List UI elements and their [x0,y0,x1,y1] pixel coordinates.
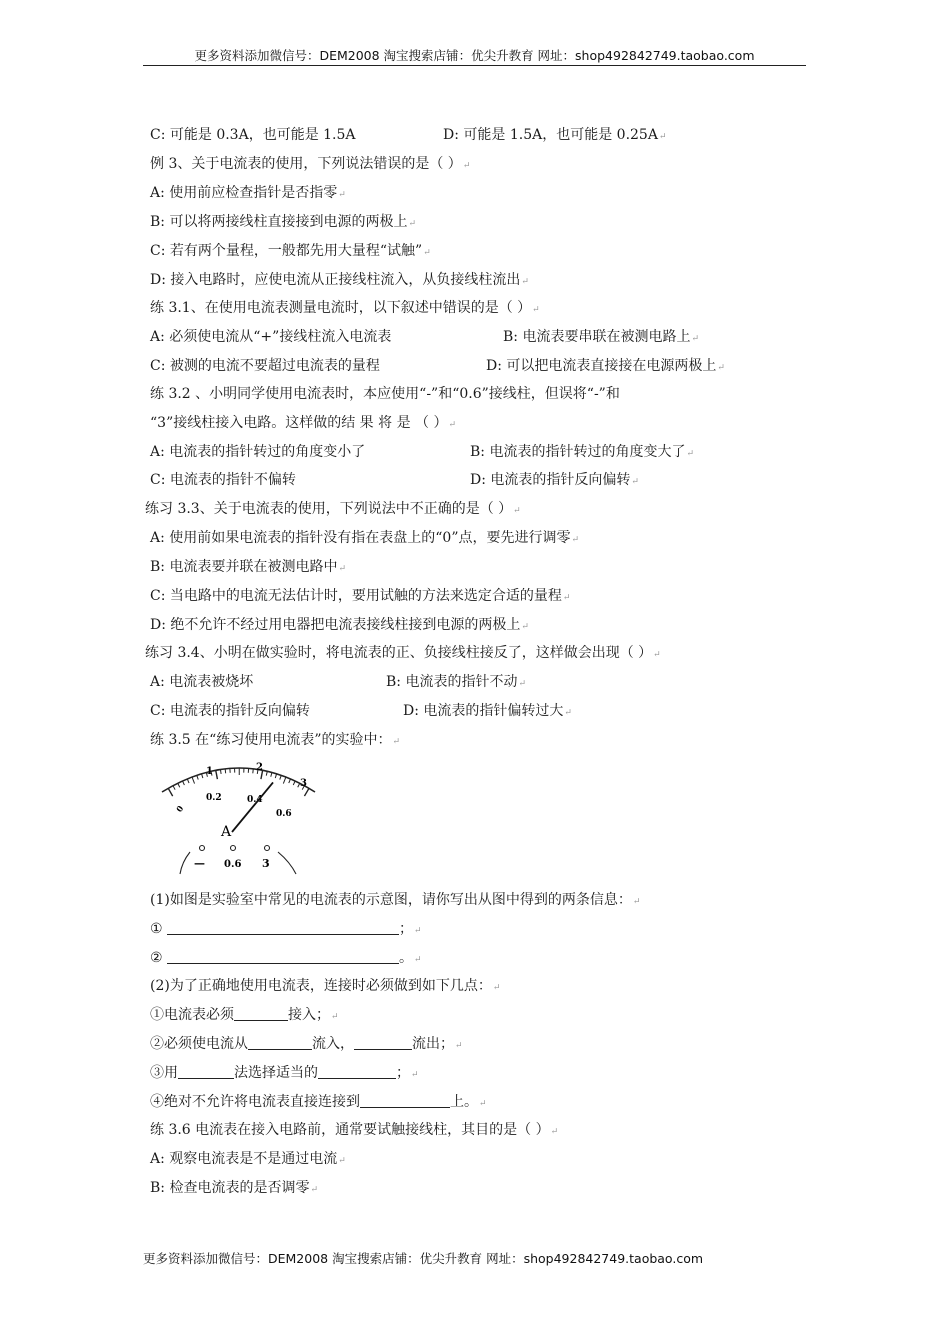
p32-option-d: D: 电流表的指针反向偏转↵ [470,472,639,488]
meter-tick [253,769,254,773]
scale-top-label-2: 2 [256,762,263,773]
terminal-3-icon [265,846,270,851]
ex3-option-b: B: 可以将两接线柱直接接到电源的两极上↵ [150,214,417,230]
p35-q2-item-2: ②必须使电流从 流入， 流出；↵ [150,1036,463,1052]
terminal-negative-label: — [194,857,205,870]
return-mark: ↵ [532,305,540,315]
p32-option-c: C: 电流表的指针不偏转 [150,472,296,488]
return-mark: ↵ [492,983,501,993]
p32-option-b: B: 电流表的指针转过的角度变大了↵ [470,444,695,460]
p31-option-a: A: 必须使电流从“+”接线柱流入电流表 [150,329,392,345]
return-mark: ↵ [331,1012,339,1022]
meter-tick [225,769,226,773]
return-mark: ↵ [691,334,700,344]
p34-option-b: B: 电流表的指针不动↵ [386,674,527,690]
p36-stem: 练 3.6 电流表在接入电路前，通常要试触接线柱，其目的是（ ）↵ [150,1122,559,1138]
meter-tick [280,775,281,779]
p35-stem: 练 3.5 在“练习使用电流表”的实验中：↵ [150,732,401,748]
p36-option-a: A: 观察电流表是不是通过电流↵ [150,1151,346,1167]
p35-q2: (2)为了正确地使用电流表，连接时必须做到如下几点：↵ [150,978,501,994]
meter-tick [293,781,295,785]
terminal-0-6-icon [231,846,236,851]
return-mark: ↵ [562,593,571,603]
terminal-0-6-label: 0.6 [224,859,242,870]
meter-case-left [180,852,190,874]
p31-option-c: C: 被测的电流不要超过电流表的量程 [150,358,380,374]
return-mark: ↵ [521,622,529,632]
meter-unit-label: A [221,824,232,840]
p36-option-b: B: 检查电流表的是否调零↵ [150,1180,319,1196]
meter-needle [232,782,273,832]
return-mark: ↵ [632,897,641,907]
ex3-option-a: A: 使用前应检查指针是否指零↵ [150,185,346,201]
meter-tick [216,770,218,779]
meter-tick [266,771,267,775]
p35-q2-item-4: ④绝对不允许将电流表直接连接到 上。↵ [150,1094,487,1110]
ex3-stem: 例 3、关于电流表的使用，下列说法错误的是（ ）↵ [150,156,471,172]
scale-bottom-label-0-2: 0.2 [206,793,222,803]
return-mark: ↵ [338,1156,346,1166]
p34-option-c: C: 电流表的指针反向偏转 [150,703,310,719]
return-mark: ↵ [423,248,431,258]
page-header: 更多资料添加微信号：DEM2008 淘宝搜索店铺：优尖升教育 网址：shop492842749.taobao.com [194,48,755,63]
meter-tick [187,779,189,783]
return-mark: ↵ [571,535,580,545]
ammeter-diagram [150,752,330,882]
return-mark: ↵ [479,1099,487,1109]
scale-top-label-1: 1 [206,766,213,777]
terminal-negative-icon [200,846,205,851]
q2-option-c: C: 可能是 0.3A，也可能是 1.5A [150,127,356,143]
p31-option-b: B: 电流表要串联在被测电路上↵ [503,329,700,345]
return-mark: ↵ [658,132,667,142]
meter-tick [304,788,309,796]
scale-top-label-3: 3 [300,778,307,789]
return-mark: ↵ [518,679,527,689]
return-mark: ↵ [686,449,695,459]
return-mark: ↵ [411,1070,419,1080]
p33-stem: 练习 3.3、关于电流表的使用，下列说法中不正确的是（ ）↵ [145,501,521,517]
meter-tick [283,777,286,784]
p33-option-c: C: 当电路中的电流无法估计时，要用试触的方法来选定合适的量程↵ [150,588,571,604]
return-mark: ↵ [448,420,457,430]
return-mark: ↵ [338,190,346,200]
meter-tick [173,786,175,790]
p32-stem-line2: “3”接线柱接入电路。这样做的结 果 将 是 （ ）↵ [150,415,457,431]
p31-option-d: D: 可以把电流表直接接在电源两极上↵ [486,358,725,374]
meter-tick [183,781,185,785]
return-mark: ↵ [521,277,529,287]
p35-q1-blank-1: ① ；↵ [150,921,422,937]
meter-ticks [168,768,309,796]
ex3-option-d: D: 接入电路时，应使电流从正接线柱流入，从负接线柱流出↵ [150,272,529,288]
return-mark: ↵ [564,708,572,718]
p35-q2-item-1: ①电流表必须 接入；↵ [150,1007,339,1023]
meter-tick [168,788,172,796]
p32-stem-line1: 练 3.2 、小明同学使用电流表时，本应使用“-”和“0.6”接线柱，但误将“-”和 [150,386,620,402]
meter-tick [192,777,194,784]
answer-blank[interactable] [234,1006,288,1021]
meter-tick [289,779,291,783]
ex3-option-c: C: 若有两个量程，一般都先用大量程“试触”↵ [150,243,431,259]
q2-option-d: D: 可能是 1.5A，也可能是 0.25A↵ [443,127,667,143]
p33-option-b: B: 电流表要并联在被测电路中↵ [150,559,347,575]
answer-blank[interactable] [178,1064,234,1079]
answer-blank[interactable] [360,1093,450,1108]
return-mark: ↵ [653,650,661,660]
terminal-3-label: 3 [262,857,270,870]
return-mark: ↵ [310,1185,319,1195]
return-mark: ↵ [392,737,401,747]
answer-blank[interactable] [248,1035,312,1050]
p34-option-d: D: 电流表的指针偏转过大↵ [403,703,572,719]
p35-q1: (1)如图是实验室中常见的电流表的示意图，请你写出从图中得到的两条信息：↵ [150,892,641,908]
meter-tick [220,769,221,773]
return-mark: ↵ [717,363,725,373]
meter-tick [271,772,272,776]
return-mark: ↵ [408,219,417,229]
answer-blank[interactable] [354,1035,412,1050]
answer-blank[interactable] [318,1064,396,1079]
return-mark: ↵ [414,926,422,936]
meter-tick [197,775,198,779]
scale-bottom-label-0-4: 0.4 [247,795,263,805]
answer-blank[interactable] [167,949,399,964]
meter-scale-arc [162,768,315,792]
scale-bottom-label-0: 0 [173,803,186,814]
answer-blank[interactable] [167,920,399,935]
return-mark: ↵ [550,1127,559,1137]
p31-stem: 练 3.1、在使用电流表测量电流时，以下叙述中错误的是（ ）↵ [150,300,540,316]
p33-option-a: A: 使用前如果电流表的指针没有指在表盘上的“0”点，要先进行调零↵ [150,530,580,546]
scale-bottom-label-0-6: 0.6 [276,809,292,819]
meter-tick [275,774,276,778]
return-mark: ↵ [338,564,347,574]
header-rule [143,65,806,66]
return-mark: ↵ [462,161,471,171]
meter-tick [202,774,203,778]
p35-q2-item-3: ③用 法选择适当的 ；↵ [150,1065,419,1081]
p34-stem: 练习 3.4、小明在做实验时，将电流表的正、负接线柱接反了，这样做会出现（ ）↵ [145,645,661,661]
meter-tick [178,783,180,787]
page-footer: 更多资料添加微信号：DEM2008 淘宝搜索店铺：优尖升教育 网址：shop492842749.taobao.com [143,1251,704,1266]
meter-case-right [278,852,296,874]
return-mark: ↵ [414,955,422,965]
p33-option-d: D: 绝不允许不经过用电器把电流表接线柱接到电源的两极上↵ [150,617,529,633]
p34-option-a: A: 电流表被烧坏 [150,674,254,690]
p35-q1-blank-2: ② 。↵ [150,950,422,966]
p32-option-a: A: 电流表的指针转过的角度变小了 [150,444,366,460]
return-mark: ↵ [513,506,521,516]
return-mark: ↵ [455,1041,463,1051]
return-mark: ↵ [631,477,639,487]
